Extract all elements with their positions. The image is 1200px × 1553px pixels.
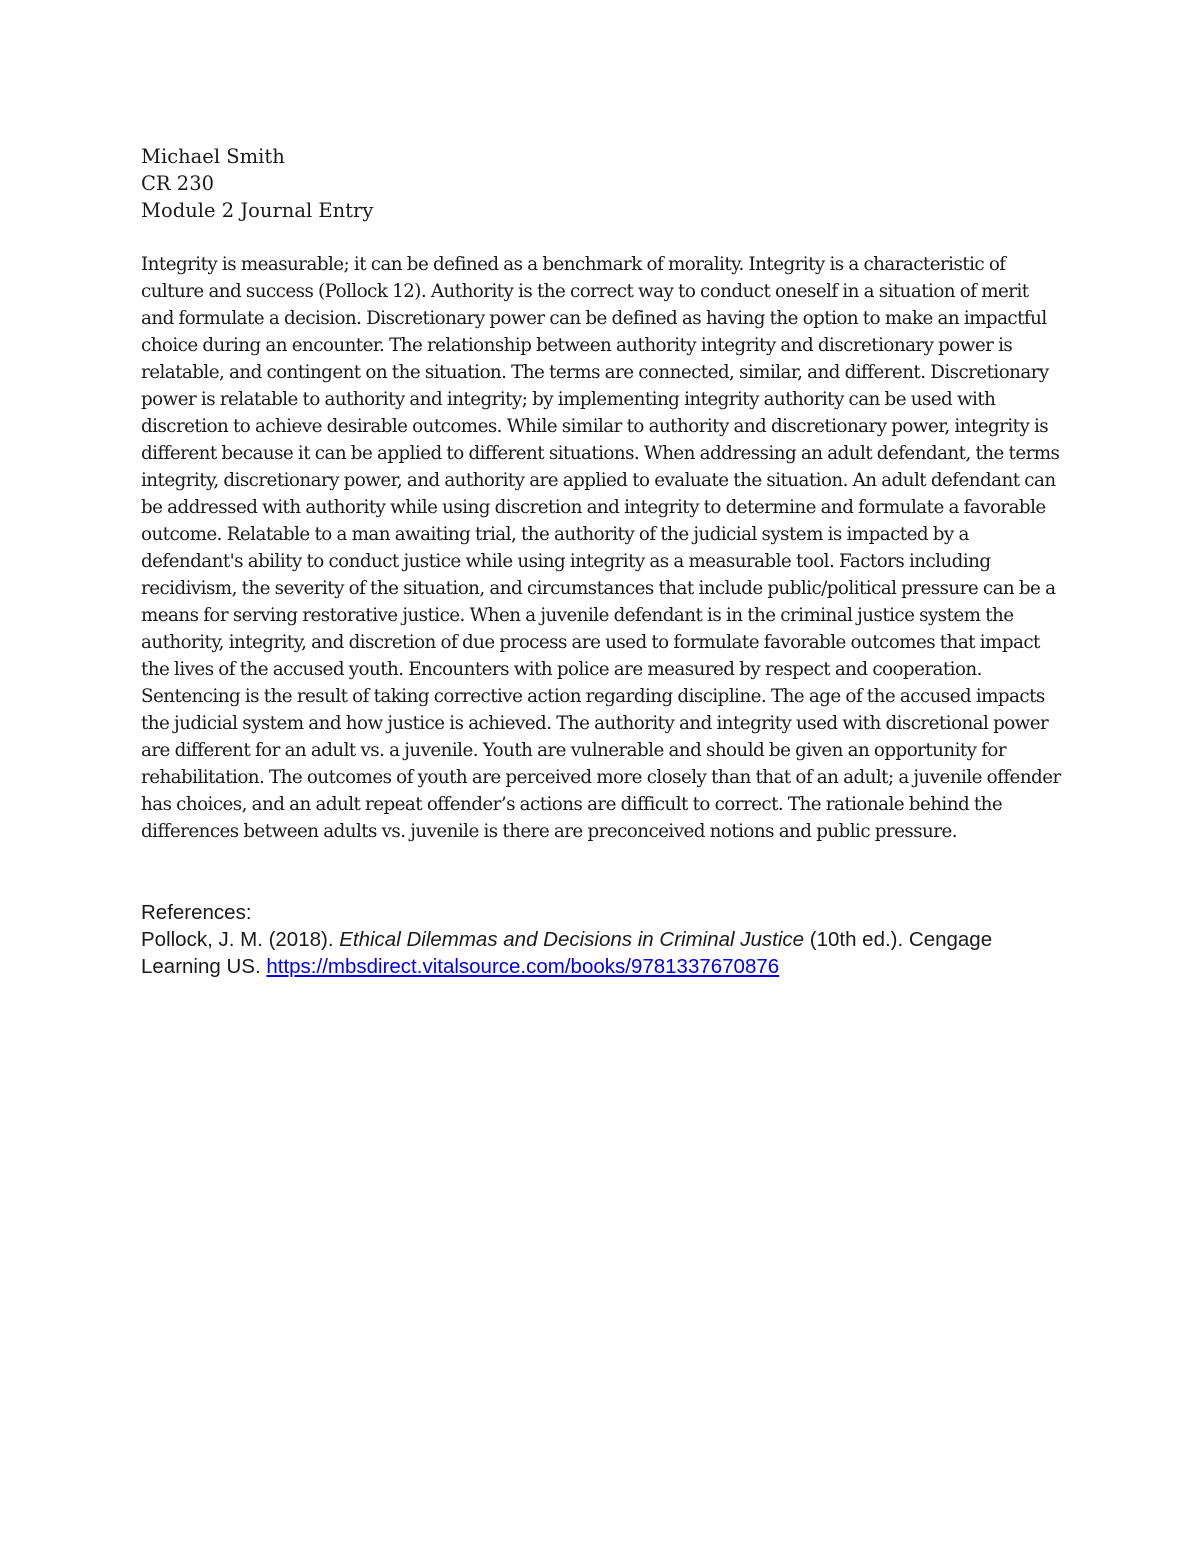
course-code: CR 230 (141, 172, 215, 195)
journal-paragraph: Integrity is measurable; it can be defined as a benchmark of morality. Integrity is a characteristic of culture and success (Pollock 12). Authority is the correct way to conduct oneself in a situation of merit and formulate a decision. Discretionary power can be defined as having the option to make an impactful choice during an encounter. The relationship between authority integrity and discretionary power is relatable, and contingent on the situation. The terms are connected, similar, and different. Discretionary power is relatable to authority and integrity; by implementing integrity authority can be used with discretion to achieve desirable outcomes. While similar to authority and discretionary power, integrity is different because it can be applied to different situations. When addressing an adult defendant, the terms integrity, discretionary power, and authority are applied to evaluate the situation. An adult defendant can be addressed with authority while using discretion and integrity to determine and formulate a favorable outcome. Relatable to a man awaiting trial, the authority of the judicial system is impacted by a defendant's ability to conduct justice while using integrity as a measurable tool. Factors including recidivism, the severity of the situation, and circumstances that include public/political pressure can be a means for serving restorative justice. When a juvenile defendant is in the criminal justice system the authority, integrity, and discretion of due process are used to formulate favorable outcomes that impact the lives of the accused youth. Encounters with police are measured by respect and cooperation. Sentencing is the result of taking corrective action regarding discipline. The age of the accused impacts the judicial system and how justice is achieved. The authority and integrity used with discretional power are different for an adult vs. a juvenile. Youth are vulnerable and should be given an opportunity for rehabilitation. The outcomes of youth are perceived more closely than that of an adult; a juvenile offender has choices, and an adult repeat offender’s actions are difficult to correct. The rationale behind the differences between adults vs. juvenile is there are preconceived notions and public pressure. (141, 254, 1061, 842)
reference-authors-year: Pollock, J. M. (2018). (141, 928, 340, 951)
author-name: Michael Smith (141, 145, 285, 168)
document-content (141, 143, 1066, 980)
reference-edition-publisher: (10th ed.). Cengage Learning US. (141, 928, 993, 978)
reference-entry (141, 926, 1066, 980)
references-section (141, 899, 1066, 980)
assignment-title: Module 2 Journal Entry (141, 199, 374, 222)
references-heading: References: (141, 901, 252, 924)
reference-url-link[interactable]: https://mbsdirect.vitalsource.com/books/9781337670876 (266, 955, 780, 978)
reference-book-title: Ethical Dilemmas and Decisions in Criminal Justice (339, 928, 805, 951)
